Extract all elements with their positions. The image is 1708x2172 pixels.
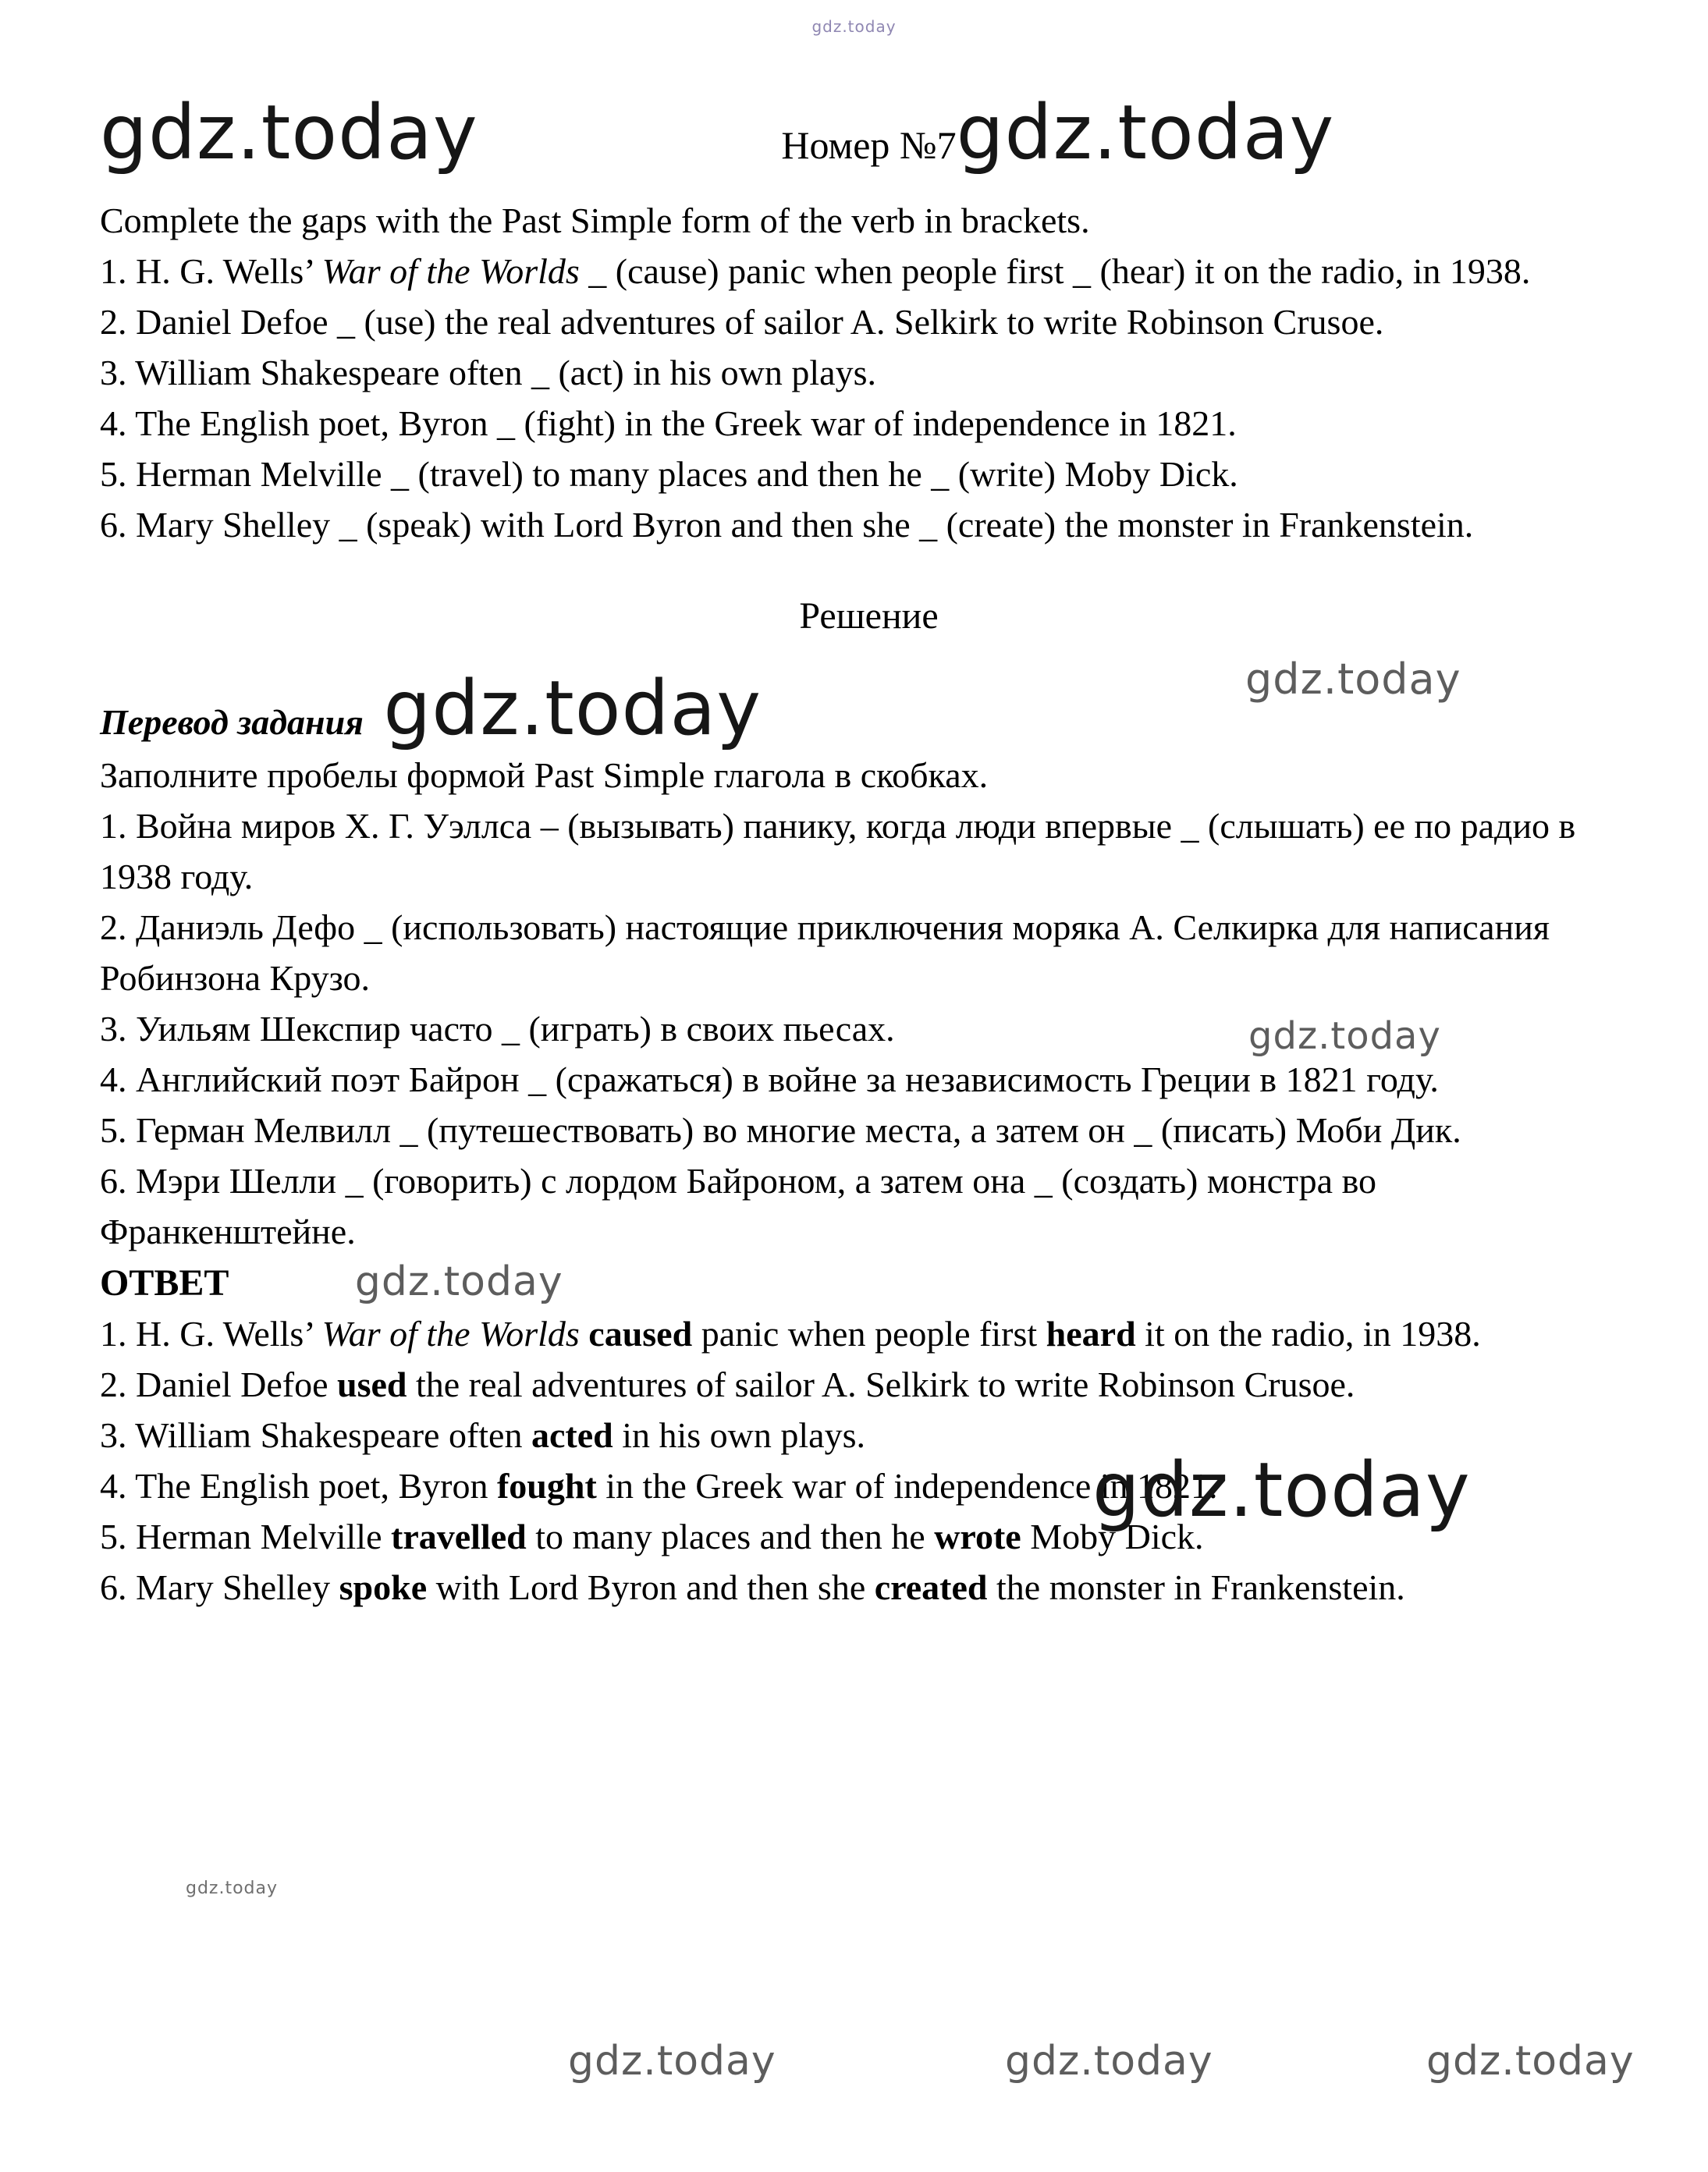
text-segment: Moby Dick. [1021, 1517, 1204, 1557]
bold-text-segment: fought [496, 1466, 597, 1507]
text-segment: 6. Mary Shelley [100, 1567, 339, 1608]
watermark-translation-side: gdz.today [1248, 1014, 1441, 1058]
text-segment: with Lord Byron and then she [427, 1567, 875, 1608]
translation-item [100, 800, 1638, 902]
text-segment: 2. Даниэль Дефо _ (использовать) настоящие приключения моряка А. Селкирка для написания Робинзона Крузо. [100, 907, 1550, 999]
text-segment: 5. Герман Мелвилл _ (путешествовать) во многие места, а затем он _ (писать) Моби Дик. [100, 1110, 1461, 1151]
watermark-answer-label: gdz.today [354, 1258, 563, 1306]
answer-item [100, 1308, 1638, 1359]
watermark-bottom-left: gdz.today [568, 2038, 776, 2085]
task-item [100, 347, 1638, 398]
text-segment [580, 1314, 589, 1354]
text-segment: 2. Daniel Defoe _ (use) the real adventures of sailor A. Selkirk to write Robinson Crusoe. [100, 301, 1384, 342]
translation-intro: Заполните пробелы формой Past Simple глагола в скобках. [100, 755, 989, 796]
answer-section-label [100, 1257, 1638, 1308]
text-segment: 4. Английский поэт Байрон _ (сражаться) в войне за независимость Греции в 1821 году. [100, 1059, 1439, 1100]
task-number-title: Номер №7 [781, 123, 957, 167]
text-segment: 1. Война миров Х. Г. Уэллса – (вызывать) панику, когда люди впервые _ (слышать) ее по радио в 1938 году. [100, 806, 1576, 897]
bold-text-segment: created [874, 1567, 988, 1608]
text-segment: 6. Мэри Шелли _ (говорить) с лордом Байроном, а затем она _ (создать) монстра во Франкенштейне. [100, 1161, 1376, 1252]
answer-item [100, 1562, 1638, 1613]
task-items [100, 246, 1638, 550]
text-segment: 1. H. G. Wells’ [100, 250, 322, 291]
text-segment: in his own plays. [613, 1415, 865, 1456]
italic-text-segment: War of the Worlds [321, 250, 580, 291]
bold-text-segment: travelled [391, 1517, 527, 1557]
header-center-group [781, 89, 1335, 176]
solution-heading: Решение [799, 594, 939, 637]
task-intro: Complete the gaps with the Past Simple form of the verb in brackets. [100, 200, 1090, 240]
bold-text-segment: used [337, 1365, 407, 1405]
text-segment: 3. William Shakespeare often _ (act) in his own plays. [100, 352, 876, 392]
watermark-bottom-center: gdz.today [1005, 2038, 1213, 2085]
watermark-task-side: gdz.today [1245, 655, 1461, 704]
watermark-bottom-right: gdz.today [1426, 2038, 1635, 2085]
task-item [100, 246, 1638, 296]
text-segment: 3. William Shakespeare often [100, 1415, 531, 1456]
text-segment: the real adventures of sailor A. Selkirk to write Robinson Crusoe. [407, 1365, 1355, 1405]
text-segment: panic when people first [692, 1314, 1046, 1354]
translation-item [100, 1105, 1638, 1155]
text-segment: it on the radio, in 1938. [1135, 1314, 1481, 1354]
answer-item [100, 1359, 1638, 1410]
task-item [100, 449, 1638, 499]
watermark-header-right: gdz.today [956, 89, 1335, 176]
translation-title: Перевод задания [100, 701, 364, 742]
text-segment: 4. The English poet, Byron [100, 1466, 497, 1507]
task-item [100, 296, 1638, 347]
bold-text-segment: spoke [339, 1567, 428, 1608]
watermark-answers-small: gdz.today [186, 1879, 279, 1898]
text-segment: the monster in Frankenstein. [987, 1567, 1405, 1608]
text-segment: _ (cause) panic when people first _ (hear) it on the radio, in 1938. [579, 250, 1531, 291]
text-segment: to many places and then he [526, 1517, 935, 1557]
bold-text-segment: caused [588, 1314, 693, 1354]
watermark-header-left: gdz.today [100, 89, 478, 176]
answer-title: ОТВЕТ [100, 1262, 229, 1304]
translation-item [100, 1155, 1638, 1257]
bold-text-segment: heard [1046, 1314, 1136, 1354]
watermark-translation-label: gdz.today [383, 664, 762, 752]
task-item [100, 499, 1638, 550]
text-segment: 4. The English poet, Byron _ (fight) in the Greek war of independence in 1821. [100, 403, 1237, 443]
watermark-answer-right: gdz.today [1092, 1446, 1471, 1534]
watermark-top: gdz.today [811, 17, 897, 36]
text-segment: 6. Mary Shelley _ (speak) with Lord Byron and then she _ (create) the monster in Frankenstein. [100, 504, 1474, 545]
italic-text-segment: War of the Worlds [321, 1314, 580, 1354]
text-segment: 3. Уильям Шекспир часто _ (играть) в своих пьесах. [100, 1009, 895, 1049]
text-segment: 2. Daniel Defoe [100, 1365, 337, 1405]
task-item [100, 398, 1638, 449]
text-segment: 5. Herman Melville _ (travel) to many places and then he _ (write) Moby Dick. [100, 453, 1238, 494]
bold-text-segment: acted [531, 1415, 613, 1456]
text-segment: 5. Herman Melville [100, 1517, 392, 1557]
text-segment: in the Greek war of independence in 1821. [596, 1466, 1218, 1507]
translation-item [100, 902, 1638, 1003]
text-segment: 1. H. G. Wells’ [100, 1314, 322, 1354]
bold-text-segment: wrote [934, 1517, 1021, 1557]
